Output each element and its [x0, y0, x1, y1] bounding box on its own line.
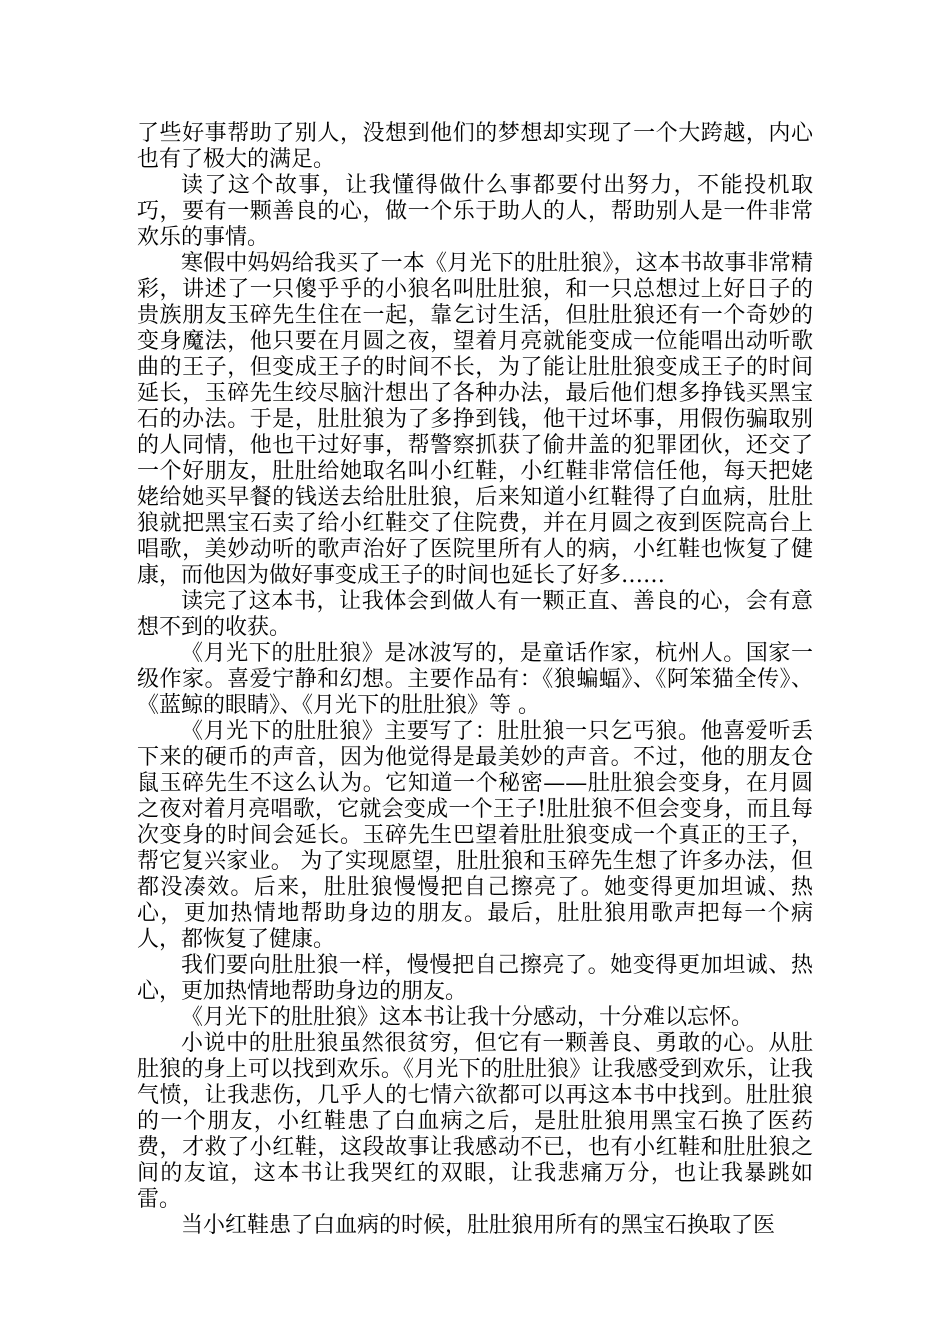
paragraph-2: 读了这个故事，让我懂得做什么事都要付出努力，不能投机取巧，要有一颗善良的心，做一个乐于助人的人，帮助别人是一件非常欢乐的事情。: [137, 173, 813, 250]
paragraph-3: 寒假中妈妈给我买了一本《月光下的肚肚狼》，这本书故事非常精彩，讲述了一只傻乎乎的小狼名叫肚肚狼，和一只总想过上好日子的贵族朋友玉碎先生住在一起，靠乞讨生活，但肚肚狼还有一个奇妙的变身魔法，他只要在月圆之夜，望着月亮就能变成一位能唱出动听歌曲的王子，但变成王子的时间不长，为了能让肚肚狼变成王子的时间延长，玉碎先生绞尽脑汁想出了各种办法，最后他们想多挣钱买黑宝石的办法。于是，肚肚狼为了多挣到钱，他干过坏事，用假伤骗取别的人同情，他也干过好事，帮警察抓获了偷井盖的犯罪团伙，还交了一个好朋友，肚肚给她取名叫小红鞋，小红鞋非常信任他，每天把姥姥给她买早餐的钱送去给肚肚狼，后来知道小红鞋得了白血病，肚肚狼就把黑宝石卖了给小红鞋交了住院费，并在月圆之夜到医院高台上唱歌，美妙动听的歌声治好了医院里所有人的病，小红鞋也恢复了健康，而他因为做好事变成王子的时间也延长了好多……: [137, 251, 813, 588]
paragraph-6: 《月光下的肚肚狼》主要写了：肚肚狼一只乞丐狼。他喜爱听丢下来的硬币的声音，因为他觉得是最美妙的声音。不过，他的朋友仓鼠玉碎先生不这么认为。它知道一个秘密——肚肚狼会变身，在月圆之夜对着月亮唱歌，它就会变成一个王子!肚肚狼不但会变身，而且每次变身的时间会延长。玉碎先生巴望着肚肚狼变成一个真正的王子，帮它复兴家业。 为了实现愿望，肚肚狼和玉碎先生想了许多办法，但都没凑效。后来，肚肚狼慢慢把自己擦亮了。她变得更加坦诚、热心，更加热情地帮助身边的朋友。最后，肚肚狼用歌声把每一个病人，都恢复了健康。: [137, 719, 813, 952]
paragraph-10: 当小红鞋患了白血病的时候，肚肚狼用所有的黑宝石换取了医: [181, 1213, 776, 1238]
paragraph-9: 小说中的肚肚狼虽然很贫穷，但它有一颗善良、勇敢的心。从肚肚狼的身上可以找到欢乐。《月光下的肚肚狼》让我感受到欢乐，让我气愤，让我悲伤，几乎人的七情六欲都可以再这本书中找到。肚肚狼的一个朋友，小红鞋患了白血病之后，是肚肚狼用黑宝石换了医药费，才救了小红鞋，这段故事让我感动不已，也有小红鞋和肚肚狼之间的友谊，这本书让我哭红的双眼，让我悲痛万分，也让我暴跳如雷。: [137, 1031, 813, 1212]
paragraph-8: 《月光下的肚肚狼》这本书让我十分感动，十分难以忘怀。: [181, 1005, 754, 1030]
document-body: [137, 121, 813, 1239]
paragraph-7: 我们要向肚肚狼一样，慢慢把自己擦亮了。她变得更加坦诚、热心，更加热情地帮助身边的朋友。: [137, 953, 813, 1004]
paragraph-5: 《月光下的肚肚狼》是冰波写的，是童话作家，杭州人。国家一级作家。喜爱宁静和幻想。主要作品有：《狼蝙蝠》、《阿笨猫全传》、《蓝鲸的眼睛》、《月光下的肚肚狼》等 。: [137, 641, 813, 718]
paragraph-1: 了些好事帮助了别人，没想到他们的梦想却实现了一个大跨越，内心也有了极大的满足。: [137, 121, 813, 172]
paragraph-4: 读完了这本书，让我体会到做人有一颗正直、善良的心，会有意想不到的收获。: [137, 589, 813, 640]
